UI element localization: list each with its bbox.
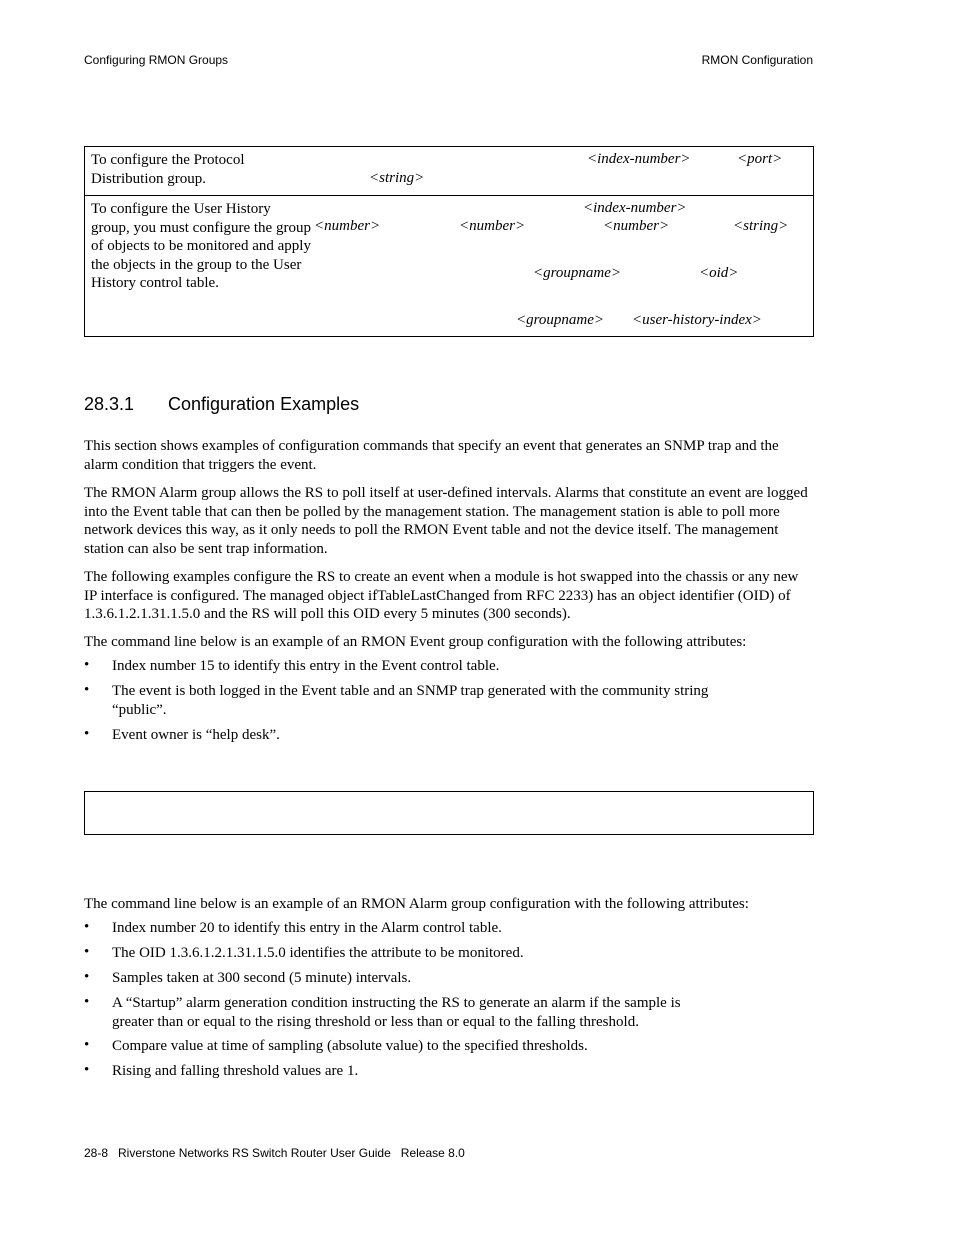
placeholder-string: <string> bbox=[733, 218, 789, 234]
running-header-right: RMON Configuration bbox=[701, 53, 813, 67]
bullet-icon: • bbox=[84, 969, 90, 985]
list-item bbox=[84, 682, 724, 719]
bullet-icon: • bbox=[84, 1062, 90, 1078]
placeholder-oid: <oid> bbox=[699, 265, 739, 281]
table-row-description: To configure the Protocol Distribution group. bbox=[91, 152, 245, 187]
placeholder-port: <port> bbox=[737, 151, 783, 167]
paragraph: This section shows examples of configuration commands that specify an event that generates an SNMP trap and the alarm condition that triggers the event. bbox=[84, 438, 779, 473]
section-title: Configuration Examples bbox=[168, 394, 360, 414]
placeholder-index-number: <index-number> bbox=[587, 151, 691, 167]
table-row-description: To configure the User History group, you must configure the group of objects to be monitored and apply the objects in the group to the User History control table. bbox=[91, 201, 311, 292]
list-item bbox=[84, 944, 724, 963]
list-item bbox=[84, 1062, 724, 1081]
section-number: 28.3.1 bbox=[84, 394, 135, 414]
table-row bbox=[85, 196, 813, 336]
placeholder-groupname: <groupname> bbox=[516, 312, 605, 328]
bullet-icon: • bbox=[84, 994, 90, 1010]
list-item-text: The event is both logged in the Event table and an SNMP trap generated with the community string “public”. bbox=[112, 683, 709, 718]
placeholder-groupname: <groupname> bbox=[533, 265, 622, 281]
list-item-text: Index number 15 to identify this entry in the Event control table. bbox=[112, 658, 500, 674]
section-heading bbox=[84, 394, 359, 415]
paragraph: The RMON Alarm group allows the RS to poll itself at user-defined intervals. Alarms that constitute an event are logged into the Event table that can then be polled by the management station. The management station is able to poll more network devices this way, as it only needs to poll the RMON Event table and not the device itself. The management station can also be sent trap information. bbox=[84, 485, 808, 557]
bullet-icon: • bbox=[84, 1037, 90, 1053]
command-example-box bbox=[84, 791, 814, 835]
placeholder-number: <number> bbox=[603, 218, 670, 234]
list-item bbox=[84, 969, 724, 988]
list-item bbox=[84, 726, 724, 745]
list-item-text: The OID 1.3.6.1.2.1.31.1.5.0 identifies the attribute to be monitored. bbox=[112, 945, 524, 961]
list-item-text: Event owner is “help desk”. bbox=[112, 727, 280, 743]
placeholder-number: <number> bbox=[314, 218, 381, 234]
placeholder-string: <string> bbox=[369, 170, 425, 186]
bullet-icon: • bbox=[84, 726, 90, 742]
paragraph: The command line below is an example of an RMON Alarm group configuration with the following attributes: bbox=[84, 896, 749, 912]
list-item-text: Rising and falling threshold values are 1. bbox=[112, 1063, 359, 1079]
list-item bbox=[84, 657, 724, 676]
paragraph: The following examples configure the RS to create an event when a module is hot swapped into the chassis or any new IP interface is configured. The managed object ifTableLastChanged from RFC 2233) has an object identifier (OID) of 1.3.6.1.2.1.31.1.5.0 and the RS will poll this OID every 5 minutes (300 seconds). bbox=[84, 569, 799, 623]
placeholder-user-history-index: <user-history-index> bbox=[632, 312, 762, 328]
paragraph: The command line below is an example of an RMON Event group configuration with the following attributes: bbox=[84, 634, 747, 650]
list-item bbox=[84, 1037, 724, 1056]
placeholder-index-number: <index-number> bbox=[583, 200, 687, 216]
list-item bbox=[84, 919, 724, 938]
placeholder-number: <number> bbox=[459, 218, 526, 234]
bullet-icon: • bbox=[84, 657, 90, 673]
running-header-left: Configuring RMON Groups bbox=[84, 53, 229, 67]
command-table bbox=[84, 146, 814, 337]
bullet-icon: • bbox=[84, 944, 90, 960]
list-item-text: Index number 20 to identify this entry in the Alarm control table. bbox=[112, 920, 502, 936]
table-row bbox=[85, 147, 813, 196]
bullet-icon: • bbox=[84, 682, 90, 698]
list-item-text: Samples taken at 300 second (5 minute) intervals. bbox=[112, 970, 412, 986]
list-item bbox=[84, 994, 724, 1031]
list-item-text: A “Startup” alarm generation condition instructing the RS to generate an alarm if the sample is greater than or equal to the rising threshold or less than or equal to the falling threshold. bbox=[112, 995, 681, 1030]
list-item-text: Compare value at time of sampling (absolute value) to the specified thresholds. bbox=[112, 1038, 588, 1054]
bullet-icon: • bbox=[84, 919, 90, 935]
page-footer: 28-8 Riverstone Networks RS Switch Router User Guide Release 8.0 bbox=[84, 1146, 465, 1160]
